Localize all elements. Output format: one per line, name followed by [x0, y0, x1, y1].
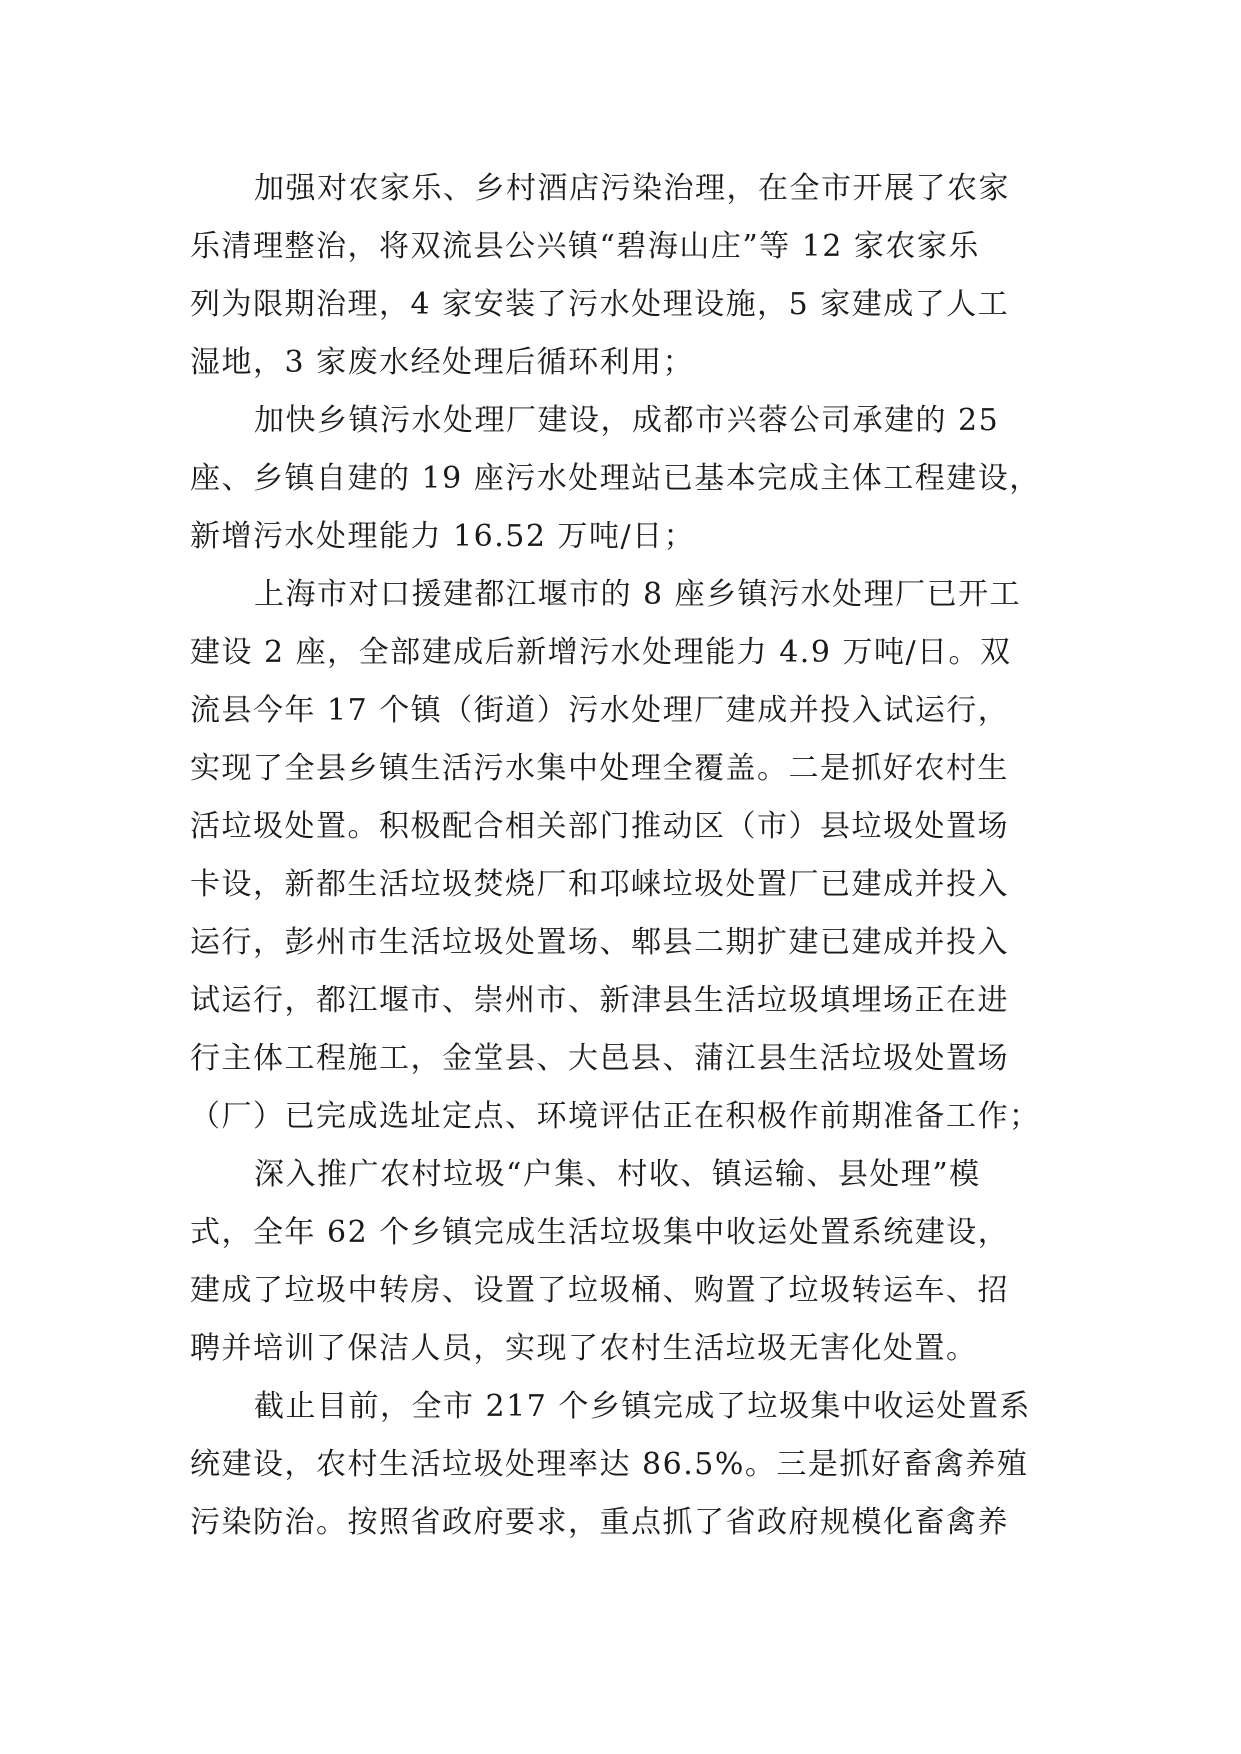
text-line: 乐清理整治，将双流县公兴镇“碧海山庄”等 12 家农家乐 — [190, 229, 980, 264]
text-line: 座、乡镇自建的 19 座污水处理站已基本完成主体工程建设， — [190, 461, 1041, 496]
text-line: 卡设，新都生活垃圾焚烧厂和邛崃垃圾处置厂已建成并投入 — [190, 867, 1009, 902]
text-line: 试运行，都江堰市、崇州市、新津县生活垃圾填埋场正在进 — [190, 983, 1009, 1018]
text-line: 实现了全县乡镇生活污水集中处理全覆盖。二是抓好农村生 — [190, 751, 1009, 786]
text-line: 污染防治。按照省政府要求，重点抓了省政府规模化畜禽养 — [190, 1505, 1009, 1540]
text-line: 建设 2 座，全部建成后新增污水处理能力 4.9 万吨/日。双 — [190, 635, 1012, 670]
text-line: 行主体工程施工，金堂县、大邑县、蒲江县生活垃圾处置场 — [190, 1041, 1009, 1076]
text-line: 新增污水处理能力 16.52 万吨/日； — [190, 519, 696, 554]
text-line: 聘并培训了保洁人员，实现了农村生活垃圾无害化处置。 — [190, 1331, 978, 1366]
text-line: 运行，彭州市生活垃圾处置场、郫县二期扩建已建成并投入 — [190, 925, 1009, 960]
text-line: 深入推广农村垃圾“户集、村收、镇运输、县处理”模 — [254, 1157, 981, 1192]
text-line: 统建设，农村生活垃圾处理率达 86.5%。三是抓好畜禽养殖 — [190, 1447, 1029, 1482]
text-line: 列为限期治理，4 家安装了污水处理设施，5 家建成了人工 — [190, 287, 1010, 322]
text-line: 上海市对口援建都江堰市的 8 座乡镇污水处理厂已开工 — [254, 577, 1022, 612]
text-line: 加快乡镇污水处理厂建设，成都市兴蓉公司承建的 25 — [254, 403, 1000, 438]
text-line: 加强对农家乐、乡村酒店污染治理，在全市开展了农家 — [254, 171, 1010, 206]
document-body — [190, 160, 1050, 1552]
text-line: 活垃圾处置。积极配合相关部门推动区（市）县垃圾处置场 — [190, 809, 1009, 844]
text-line: 截止目前，全市 217 个乡镇完成了垃圾集中收运处置系 — [254, 1389, 1031, 1424]
text-line: 建成了垃圾中转房、设置了垃圾桶、购置了垃圾转运车、招 — [190, 1273, 1009, 1308]
text-line: 湿地，3 家废水经处理后循环利用； — [190, 345, 695, 380]
text-line: （厂）已完成选址定点、环境评估正在积极作前期准备工作； — [190, 1099, 1041, 1134]
text-line: 流县今年 17 个镇（街道）污水处理厂建成并投入试运行， — [190, 693, 1010, 728]
text-line: 式，全年 62 个乡镇完成生活垃圾集中收运处置系统建设， — [190, 1215, 1010, 1250]
